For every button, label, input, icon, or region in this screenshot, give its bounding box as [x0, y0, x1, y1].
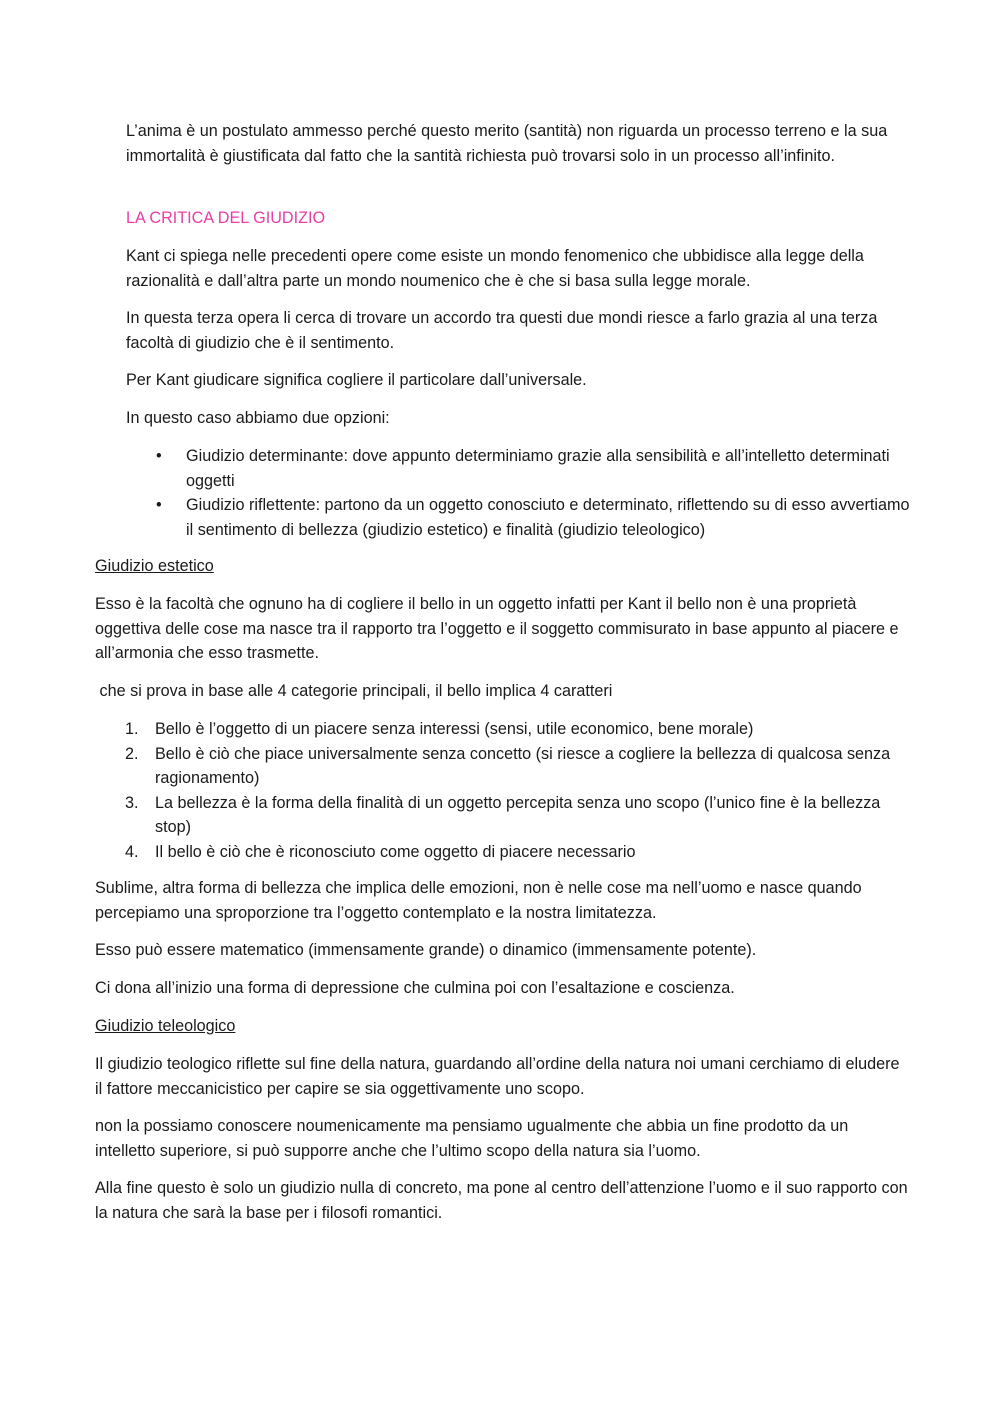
- list-item-number: 2.: [125, 744, 139, 763]
- numbered-list-caratteri: [95, 717, 910, 864]
- list-item: [95, 840, 910, 865]
- intro-paragraph-kant: Kant ci spiega nelle precedenti opere come esiste un mondo fenomenico che ubbidisce alla legge della razionalità e dall’altra parte un mondo noumenico che è che si basa sulla legge morale.: [126, 247, 864, 290]
- list-item: [95, 742, 910, 791]
- estetico-paragraph-categorie: che si prova in base alle 4 categorie principali, il bello implica 4 caratteri: [95, 682, 613, 700]
- bullet-icon: •: [156, 447, 162, 465]
- teleologico-paragraph-fine: Il giudizio teologico riflette sul fine della natura, guardando all’ordine della natura noi umani cerchiamo di eludere il fattore meccanicistico per capire se sia oggettivamente uno scopo.: [95, 1055, 900, 1098]
- list-item: [126, 493, 916, 542]
- list-item-text: Bello è ciò che piace universalmente senza concetto (si riesce a cogliere la bellezza di qualcosa senza ragionamento): [155, 744, 891, 787]
- list-item-text: Giudizio riflettente: partono da un oggetto conosciuto e determinato, riflettendo su di esso avvertiamo il sentimento di bellezza (giudizio estetico) e finalità (giudizio teleologico): [186, 496, 910, 539]
- bullet-list-giudizi: [126, 444, 916, 542]
- list-item-text: Il bello è ciò che è riconosciuto come oggetto di piacere necessario: [155, 842, 636, 861]
- list-item-text: La bellezza è la forma della finalità di un oggetto percepita senza uno scopo (l’unico fine è la bellezza stop): [155, 793, 881, 836]
- estetico-paragraph-depressione: Ci dona all’inizio una forma di depressione che culmina poi con l’esaltazione e coscienza.: [95, 979, 735, 997]
- intro-paragraph-giudicare: Per Kant giudicare significa cogliere il particolare dall’universale.: [126, 371, 587, 389]
- list-item-number: 3.: [125, 793, 139, 812]
- section-heading-critica: LA CRITICA DEL GIUDIZIO: [126, 209, 326, 227]
- intro-paragraph-anima: L’anima è un postulato ammesso perché questo merito (santità) non riguarda un processo terreno e la sua immortalità è giustificata dal fatto che la santità richiesta può trovarsi solo in un processo all’infinito.: [126, 122, 888, 165]
- list-item-text: Bello è l’oggetto di un piacere senza interessi (sensi, utile economico, bene morale): [155, 720, 754, 738]
- intro-paragraph-opzioni: In questo caso abbiamo due opzioni:: [126, 409, 390, 427]
- list-item-text: Giudizio determinante: dove appunto determiniamo grazie alla sensibilità e all’intelletto determinati oggetti: [186, 447, 890, 490]
- list-item-number: 1.: [125, 720, 139, 738]
- teleologico-paragraph-conclusione: Alla fine questo è solo un giudizio nulla di concreto, ma pone al centro dell’attenzione l’uomo e il suo rapporto con la natura che sarà la base per i filosofi romantici.: [95, 1179, 908, 1222]
- list-item: [126, 444, 916, 493]
- bullet-icon: •: [156, 496, 162, 514]
- teleologico-paragraph-noumenicamente: non la possiamo conoscere noumenicamente ma pensiamo ugualmente che abbia un fine prodotto da un intelletto superiore, si può supporre anche che l’ultimo scopo della natura sia l’uomo.: [95, 1117, 849, 1160]
- section-heading-estetico: Giudizio estetico: [95, 557, 214, 575]
- estetico-paragraph-sublime: Sublime, altra forma di bellezza che implica delle emozioni, non è nelle cose ma nell’uomo e nasce quando percepiamo una sproporzione tra l’oggetto contemplato e la nostra limitatezza.: [95, 879, 862, 922]
- list-item: [95, 791, 910, 840]
- list-item: [95, 717, 910, 742]
- list-item-number: 4.: [125, 842, 139, 861]
- estetico-paragraph-matematico: Esso può essere matematico (immensamente grande) o dinamico (immensamente potente).: [95, 941, 757, 959]
- section-heading-teleologico: Giudizio teleologico: [95, 1017, 236, 1035]
- intro-paragraph-terza-opera: In questa terza opera li cerca di trovare un accordo tra questi due mondi riesce a farlo grazia al una terza facoltà di giudizio che è il sentimento.: [126, 309, 878, 352]
- estetico-paragraph-facolta: Esso è la facoltà che ognuno ha di cogliere il bello in un oggetto infatti per Kant il bello non è una proprietà oggettiva delle cose ma nasce tra il rapporto tra l’oggetto e il soggetto commisurato in base appunto al piacere e all’armonia che esso trasmette.: [95, 595, 899, 662]
